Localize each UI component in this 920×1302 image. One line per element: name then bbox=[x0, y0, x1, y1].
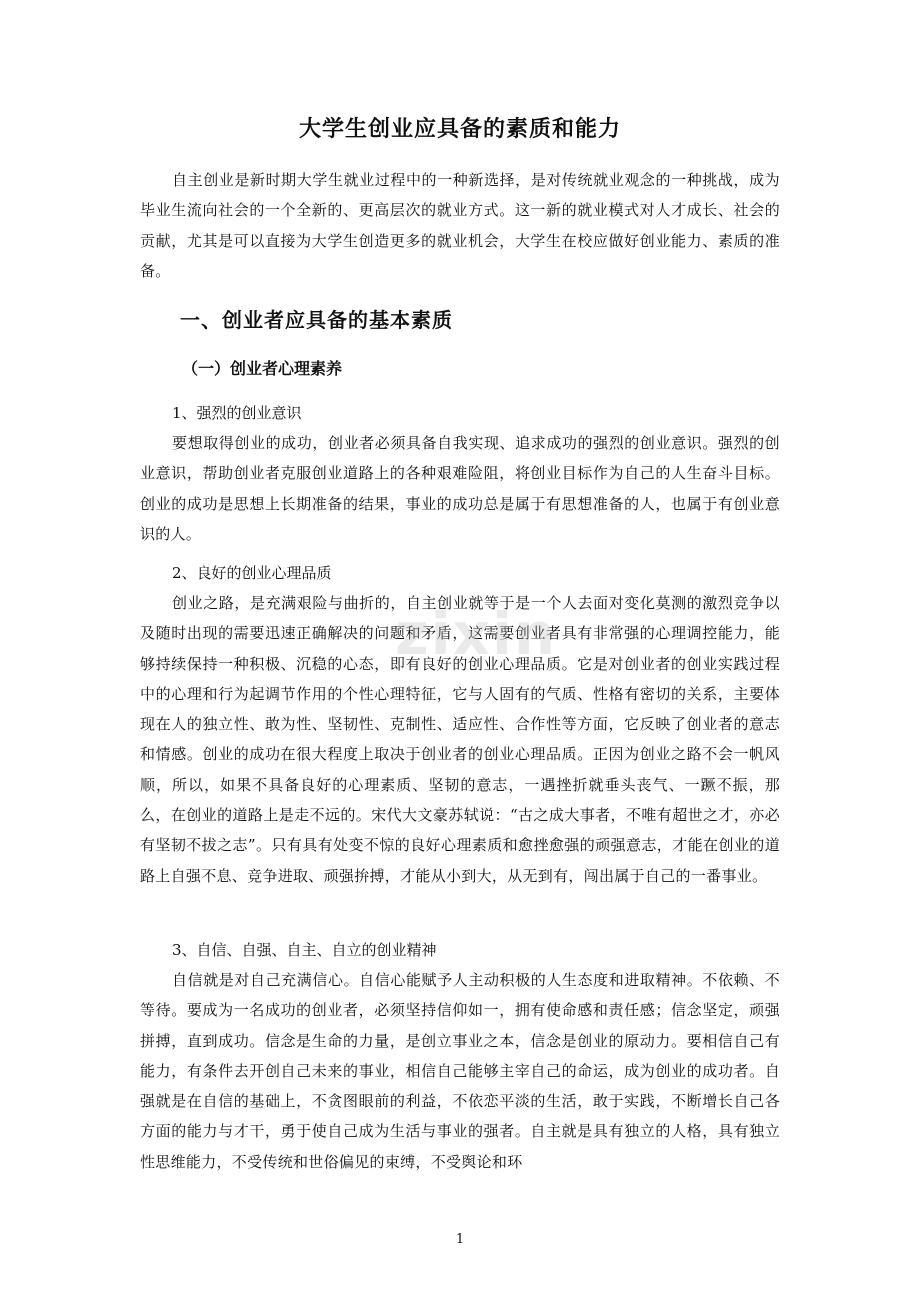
subsection-heading: （一）创业者心理素养 bbox=[182, 359, 343, 378]
item-2-paragraph: 创业之路，是充满艰险与曲折的，自主创业就等于是一个人去面对变化莫测的激烈竞争以及随时出现的需要迅速正确解决的问题和矛盾，这需要创业者具有非常强的心理调控能力，能够持续保持一种积极、沉稳的心态，即有良好的创业心理品质。它是对创业者的创业实践过程中的心理和行为起调节作用的个性心理特征，它与人固有的气质、性格有密切的关系，主要体现在人的独立性、敢为性、坚韧性、克制性、适应性、合作性等方面，它反映了创业者的意志和情感。创业的成功在很大程度上取决于创业者的创业心理品质。正因为创业之路不会一帆风顺，所以，如果不具备良好的心理素质、坚韧的意志，一遇挫折就垂头丧气、一蹶不振，那么，在创业的道路上是走不远的。宋代大文豪苏轼说：“古之成大事者，不唯有超世之才，亦必有坚韧不拔之志”。只有具有处变不惊的良好心理素质和愈挫愈强的顽强意志，才能在创业的道路上自强不息、竞争进取、顽强拚搏，才能从小到大，从无到有，闯出属于自己的一番事业。 bbox=[140, 594, 780, 885]
item-1-paragraph: 要想取得创业的成功，创业者必须具备自我实现、追求成功的强烈的创业意识。强烈的创业意识，帮助创业者克服创业道路上的各种艰难险阻，将创业目标作为自己的人生奋斗目标。创业的成功是思想上长期准备的结果，事业的成功总是属于有思想准备的人，也属于有创业意识的人。 bbox=[140, 434, 780, 543]
item-2-label: 2、良好的创业心理品质 bbox=[172, 564, 332, 582]
page-number: 1 bbox=[455, 1232, 465, 1247]
item-1-label: 1、强烈的创业意识 bbox=[172, 404, 302, 422]
intro-paragraph: 自主创业是新时期大学生就业过程中的一种新选择，是对传统就业观念的一种挑战，成为毕业生流向社会的一个全新的、更高层次的就业方式。这一新的就业模式对人才成长、社会的贡献，尤其是可以直接为大学生创造更多的就业机会，大学生在校应做好创业能力、素质的准备。 bbox=[140, 171, 780, 280]
watermark: zixin bbox=[395, 600, 558, 668]
section-heading: 一、创业者应具备的基本素质 bbox=[180, 308, 453, 332]
item-3-label: 3、自信、自强、自主、自立的创业精神 bbox=[172, 941, 437, 959]
document-title: 大学生创业应具备的素质和能力 bbox=[298, 117, 621, 142]
item-3-paragraph: 自信就是对自己充满信心。自信心能赋予人主动积极的人生态度和进取精神。不依赖、不等待。要成为一名成功的创业者，必须坚持信仰如一，拥有使命感和责任感；信念坚定，顽强拼搏，直到成功。信念是生命的力量，是创立事业之本，信念是创业的原动力。要相信自己有能力，有条件去开创自己未来的事业，相信自己能够主宰自己的命运，成为创业的成功者。自强就是在自信的基础上，不贪图眼前的利益，不依恋平淡的生活，敢于实践，不断增长自己各方面的能力与才干，勇于使自己成为生活与事业的强者。自主就是具有独立的人格，具有独立性思维能力，不受传统和世俗偏见的束缚，不受舆论和环 bbox=[140, 971, 780, 1171]
